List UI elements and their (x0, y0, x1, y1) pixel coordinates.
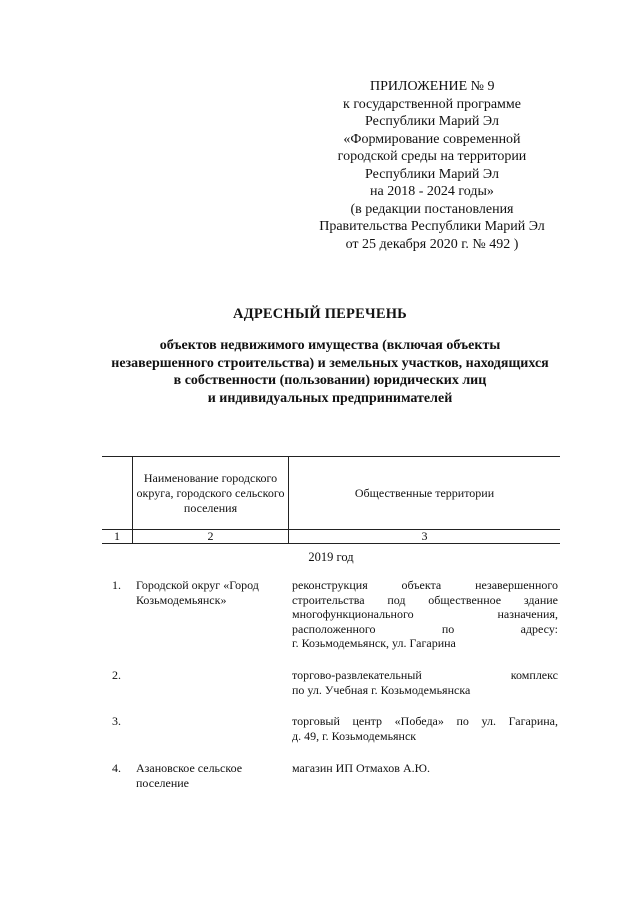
row-territory (292, 761, 558, 776)
row-number: 3. (112, 714, 121, 728)
subtitle-line: объектов недвижимого имущества (включая объекты (159, 338, 501, 353)
header-cell-territories: Общественные территории (289, 457, 561, 530)
appendix-line: Правительства Республики Марий Эл (319, 219, 545, 234)
subtitle-line: и индивидуальных предпринимателей (207, 390, 453, 406)
row-number: 1. (112, 578, 121, 592)
territory-line: д. 49, г. Козьмодемьянск (292, 728, 417, 743)
row-municipality: Азановское сельское поселение (136, 761, 243, 790)
appendix-line: от 25 декабря 2020 г. № 492 ) (345, 236, 519, 252)
row-territory (292, 714, 558, 743)
header-cell-municipality (133, 457, 289, 530)
column-number-cell: 3 (289, 530, 561, 544)
column-number-cell: 2 (133, 530, 289, 544)
territory-line: расположенного по адресу: (292, 621, 558, 636)
column-number-cell: 1 (102, 530, 133, 544)
header-municipality-text: Наименование городского округа, городского сельского поселения (136, 470, 285, 515)
appendix-line: (в редакции постановления (350, 201, 514, 217)
row-territory (292, 578, 558, 651)
subtitle-line: в собственности (пользовании) юридических лиц (173, 373, 487, 388)
appendix-line: Республики Марий Эл (365, 166, 499, 182)
section-year: 2019 год (308, 550, 354, 564)
appendix-line: городской среды на территории (337, 149, 527, 164)
appendix-line: на 2018 - 2024 годы» (370, 184, 494, 199)
document-title: АДРЕСНЫЙ ПЕРЕЧЕНЬ (233, 306, 407, 322)
territory-line: г. Козьмодемьянск, ул. Гагарина (292, 636, 456, 650)
appendix-line: Республики Марий Эл (365, 114, 499, 129)
document-subtitle (90, 337, 570, 407)
appendix-line: ПРИЛОЖЕНИЕ № 9 (370, 79, 495, 94)
territory-line: магазин ИП Отмахов А.Ю. (292, 761, 430, 775)
territory-line: по ул. Учебная г. Козьмодемьянска (292, 682, 471, 697)
subtitle-line: незавершенного строительства) и земельных участков, находящихся (111, 355, 549, 371)
territory-line: торгово-развлекательный комплекс (292, 668, 558, 682)
row-number: 4. (112, 761, 121, 775)
appendix-line: «Формирование современной (343, 131, 521, 147)
territory-line: строительства под общественное здание (292, 592, 558, 607)
row-territory (292, 668, 558, 697)
territory-line: многофункционального назначения, (292, 607, 558, 621)
appendix-header (300, 78, 564, 253)
address-table-header (102, 456, 560, 544)
header-cell-number (102, 457, 133, 530)
row-municipality: Городской округ «Город Козьмодемьянск» (136, 578, 259, 607)
territory-line: торговый центр «Победа» по ул. Гагарина, (292, 714, 558, 728)
territory-line: реконструкция объекта незавершенного (292, 578, 558, 592)
row-number: 2. (112, 668, 121, 682)
appendix-line: к государственной программе (343, 96, 521, 112)
